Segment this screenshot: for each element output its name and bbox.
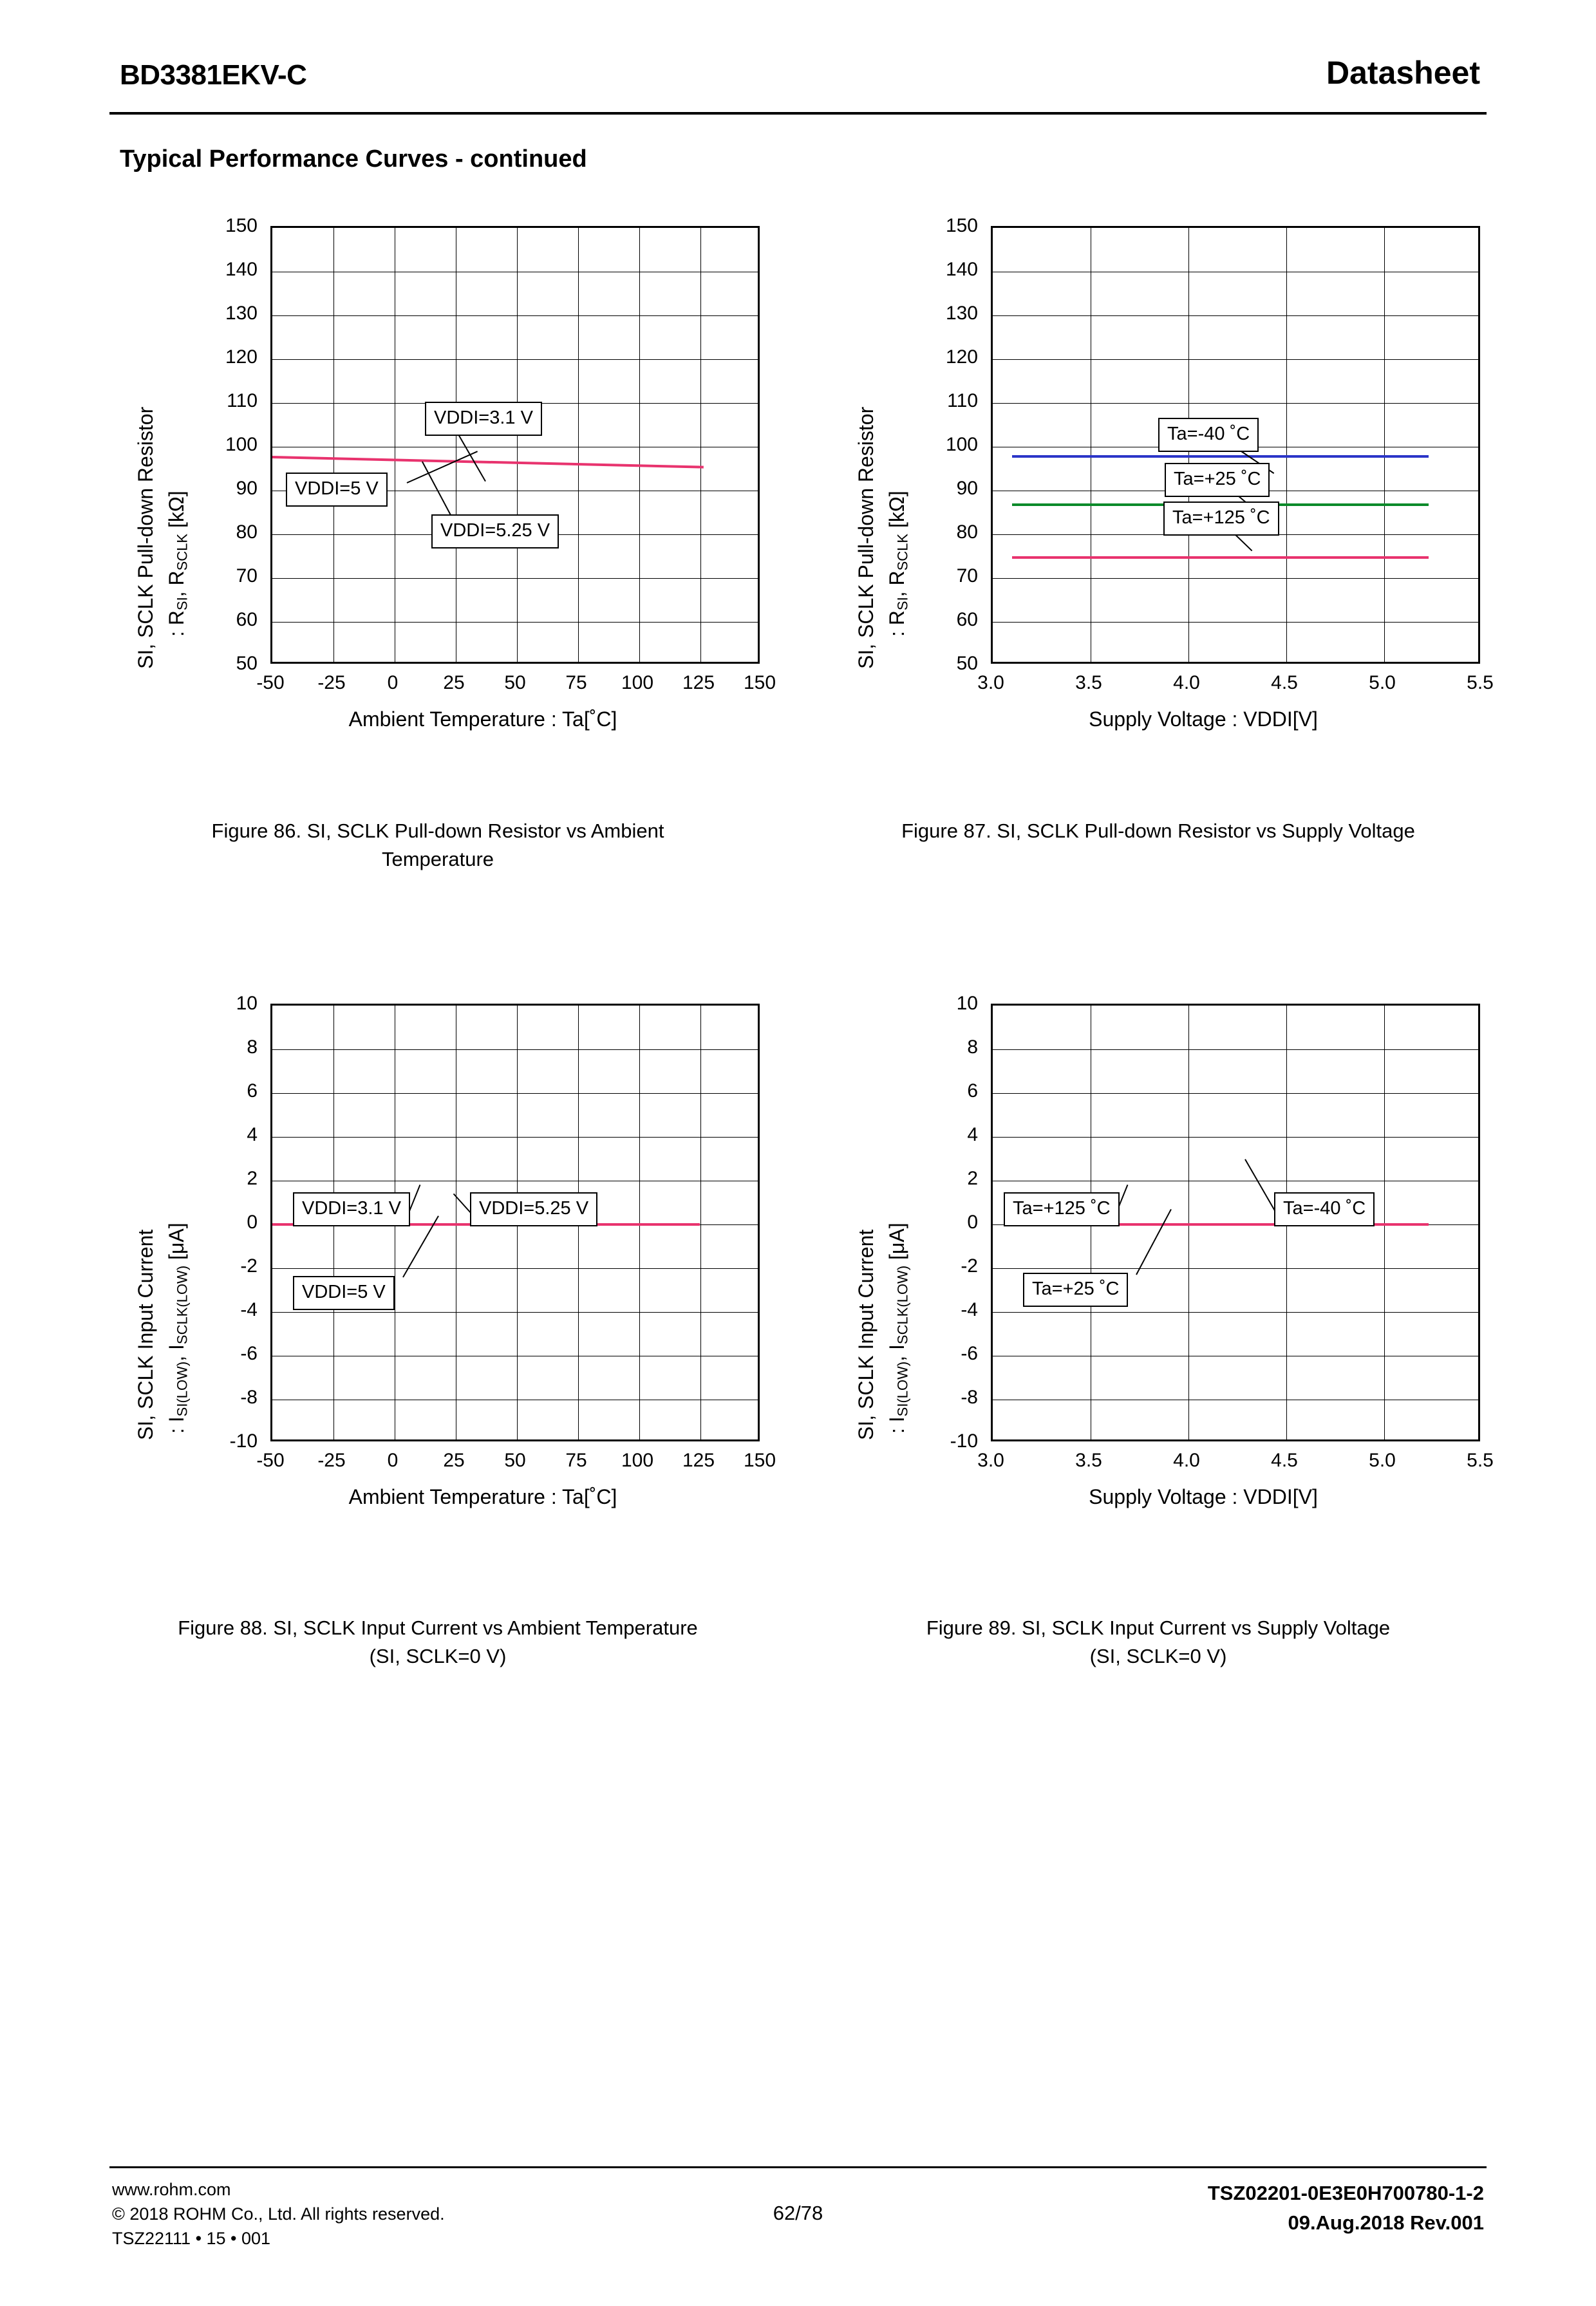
chart-89-yaxis-label-line2: : $I_{SI(LOW)}$, $I_{SCLK(LOW)}$ [μA] [885,1223,911,1434]
figures-container [109,212,1494,1671]
figure-89-caption-line2: (SI, SCLK=0 V) [1089,1645,1227,1667]
chart-86-xtick: 75 [565,672,587,693]
chart-88-ytick: -8 [240,1387,258,1408]
gridline [272,1312,758,1313]
chart-86 [109,212,776,778]
figure-row-2 [109,989,1494,1671]
figure-86-caption-line1: Figure 86. SI, SCLK Pull-down Resistor vs Ambient [211,820,664,842]
gridline [700,1006,701,1439]
gridline [639,1006,640,1439]
chart-87-ytick: 130 [945,303,978,324]
chart-88-xtick: 150 [743,1450,776,1471]
chart-87-ytick: 90 [956,478,978,499]
chart-87-ytick: 70 [956,565,978,586]
chart-87-ytick: 120 [945,346,978,368]
chart-87-xtick: 5.0 [1369,672,1396,693]
gridline [272,315,758,316]
chart-88-yaxis-label-line1: SI, SCLK Input Current [134,1229,157,1440]
gridline [993,622,1478,623]
chart-86-callout-vddi31: VDDI=3.1 V [425,402,542,436]
figure-row-1 [109,212,1494,874]
chart-89-ytick: 2 [967,1168,978,1189]
chart-87-yaxis-label-line2: : $R_{SI}$, $R_{SCLK}$ [kΩ] [885,491,911,637]
chart-86-xtick: 50 [504,672,526,693]
gridline [993,1049,1478,1050]
chart-86-xtick: -25 [317,672,346,693]
chart-89-ytick: 6 [967,1080,978,1101]
gridline [700,228,701,662]
chart-88-xtick: 50 [504,1450,526,1471]
page-header [109,50,1487,115]
chart-88-xtick: -25 [317,1450,346,1471]
chart-87-xaxis-label: Supply Voltage : VDDI[V] [1089,708,1318,731]
chart-86-ytick: 110 [227,390,258,411]
chart-87-yaxis-label-line1: SI, SCLK Pull-down Resistor [854,406,878,669]
chart-88-ytick: -6 [240,1343,258,1364]
figure-89-caption-line1: Figure 89. SI, SCLK Input Current vs Supply Voltage [926,1617,1391,1639]
gridline [578,228,579,662]
chart-89-ytick: -6 [961,1343,978,1364]
chart-88-xtick: 25 [443,1450,465,1471]
gridline [1384,228,1385,662]
chart-88 [109,989,776,1556]
figure-89-caption [830,1614,1487,1671]
gridline [1188,1006,1189,1439]
chart-86-callout-vddi5: VDDI=5 V [286,473,388,507]
chart-87-xtick: 4.5 [1271,672,1298,693]
chart-86-yaxis-label-line1: SI, SCLK Pull-down Resistor [134,406,157,669]
chart-88-callout-vddi525: VDDI=5.25 V [470,1192,597,1226]
gridline [272,578,758,579]
figure-88 [109,989,776,1671]
chart-87-xtick: 4.0 [1173,672,1200,693]
chart-86-yaxis-label-line2: : $R_{SI}$, $R_{SCLK}$ [kΩ] [165,491,191,637]
gridline [272,1137,758,1138]
chart-88-ytick: 6 [247,1080,258,1101]
chart-86-ytick: 90 [236,478,258,499]
gridline [272,1093,758,1094]
chart-87-ytick: 100 [945,434,978,455]
chart-86-ytick: 70 [236,565,258,586]
figure-86-caption [109,817,766,874]
section-title: Typical Performance Curves - continued [120,145,587,173]
gridline [993,1268,1478,1269]
chart-89-xtick: 3.5 [1075,1450,1102,1471]
figure-87 [830,212,1494,874]
gridline [993,1312,1478,1313]
chart-87-ytick: 110 [947,390,978,411]
chart-87-series-ta-125 [1012,556,1429,559]
chart-86-plot-frame [270,226,760,664]
chart-88-xtick: 100 [621,1450,654,1471]
datasheet-page [0,50,1596,2306]
figure-89 [830,989,1494,1671]
chart-88-ytick: -10 [229,1430,258,1452]
gridline [993,359,1478,360]
figure-88-caption [109,1614,766,1671]
figure-86 [109,212,776,874]
gridline [993,1137,1478,1138]
figure-86-caption-line2: Temperature [381,848,494,870]
chart-89-ytick: -8 [961,1387,978,1408]
chart-88-ytick: 10 [236,993,258,1014]
chart-88-ytick: -4 [240,1299,258,1320]
footer-page-number: 62/78 [773,2202,823,2224]
gridline [272,359,758,360]
chart-88-xtick: 0 [387,1450,399,1471]
chart-89-ytick: 8 [967,1036,978,1058]
chart-86-xaxis-label: Ambient Temperature : Ta[˚C] [348,708,617,731]
chart-88-xtick: -50 [256,1450,285,1471]
chart-86-ytick: 150 [225,215,258,236]
chart-88-callout-vddi31: VDDI=3.1 V [293,1192,410,1226]
chart-87-xtick: 3.0 [977,672,1004,693]
chart-87-ytick: 50 [956,653,978,674]
chart-86-xtick: 100 [621,672,654,693]
chart-86-xtick: 0 [387,672,399,693]
chart-89-ytick: -4 [961,1299,978,1320]
chart-86-xtick: 150 [743,672,776,693]
chart-86-callout-vddi525: VDDI=5.25 V [431,514,559,548]
chart-89-xtick: 5.5 [1467,1450,1494,1471]
chart-89 [830,989,1494,1556]
chart-89-callout-ta-25: Ta=+25 ˚C [1023,1273,1128,1307]
footer-doc-id: TSZ02201-0E3E0H700780-1-2 [1207,2182,1484,2204]
chart-88-ytick: -2 [240,1255,258,1277]
chart-87-callout-ta-25: Ta=+25 ˚C [1165,463,1270,497]
chart-89-callout-ta-minus40: Ta=-40 ˚C [1274,1192,1375,1226]
chart-89-xtick: 3.0 [977,1450,1004,1471]
figure-87-caption [830,817,1487,845]
chart-87-xtick: 5.5 [1467,672,1494,693]
chart-89-ytick: 10 [956,993,978,1014]
gridline [517,228,518,662]
gridline [272,622,758,623]
chart-89-xtick: 4.5 [1271,1450,1298,1471]
chart-88-ytick: 8 [247,1036,258,1058]
chart-86-xtick: -50 [256,672,285,693]
chart-88-xtick: 125 [682,1450,715,1471]
chart-87-ytick: 80 [956,521,978,543]
chart-87-ytick: 140 [945,259,978,280]
gridline [333,228,334,662]
chart-89-yaxis-label-line1: SI, SCLK Input Current [854,1229,878,1440]
chart-89-xtick: 5.0 [1369,1450,1396,1471]
chart-86-ytick: 100 [225,434,258,455]
chart-88-xtick: 75 [565,1450,587,1471]
chart-89-xaxis-label: Supply Voltage : VDDI[V] [1089,1485,1318,1508]
chart-86-ytick: 130 [225,303,258,324]
gridline [1384,1006,1385,1439]
chart-87-ytick: 60 [956,609,978,630]
gridline [272,1268,758,1269]
chart-88-ytick: 2 [247,1168,258,1189]
chart-89-ytick: 0 [967,1212,978,1233]
chart-88-yaxis-label-line2: : $I_{SI(LOW)}$, $I_{SCLK(LOW)}$ [μA] [165,1223,191,1434]
chart-86-xtick: 125 [682,672,715,693]
chart-89-ytick: 4 [967,1124,978,1145]
chart-87-ytick: 150 [945,215,978,236]
chart-86-ytick: 50 [236,653,258,674]
chart-87-series-ta-minus40 [1012,455,1429,458]
gridline [639,228,640,662]
chart-88-xaxis-label: Ambient Temperature : Ta[˚C] [348,1485,617,1508]
chart-86-ytick: 60 [236,609,258,630]
chart-88-ytick: 4 [247,1124,258,1145]
footer-right-block [1208,2179,1484,2238]
document-type: Datasheet [1326,55,1480,91]
footer-doc-code: TSZ22111 • 15 • 001 [112,2229,271,2248]
chart-86-ytick: 80 [236,521,258,543]
gridline [272,1049,758,1050]
figure-88-caption-line2: (SI, SCLK=0 V) [369,1645,507,1667]
gridline [993,403,1478,404]
chart-86-ytick: 120 [225,346,258,368]
chart-89-ytick: -10 [950,1430,978,1452]
chart-86-ytick: 140 [225,259,258,280]
figure-88-caption-line1: Figure 88. SI, SCLK Input Current vs Ambient Temperature [178,1617,698,1639]
chart-87-xtick: 3.5 [1075,672,1102,693]
page-footer [109,2166,1487,2258]
part-number: BD3381EKV-C [120,59,307,91]
chart-89-ytick: -2 [961,1255,978,1277]
footer-website[interactable]: www.rohm.com [112,2180,231,2199]
gridline [993,315,1478,316]
footer-divider [109,2166,1487,2168]
chart-87-callout-ta-minus40: Ta=-40 ˚C [1158,418,1259,452]
gridline [1286,228,1287,662]
footer-copyright: © 2018 ROHM Co., Ltd. All rights reserved. [112,2204,445,2224]
gridline [993,578,1478,579]
chart-88-ytick: 0 [247,1212,258,1233]
chart-89-xtick: 4.0 [1173,1450,1200,1471]
chart-86-xtick: 25 [443,672,465,693]
footer-revision: 09.Aug.2018 Rev.001 [1288,2211,1484,2234]
gridline [993,1093,1478,1094]
chart-89-callout-ta-125: Ta=+125 ˚C [1004,1192,1120,1226]
chart-87-callout-ta-125: Ta=+125 ˚C [1163,502,1279,536]
chart-87 [830,212,1494,778]
chart-88-callout-vddi5: VDDI=5 V [293,1276,395,1310]
figure-87-caption-line1: Figure 87. SI, SCLK Pull-down Resistor vs Supply Voltage [901,820,1415,842]
